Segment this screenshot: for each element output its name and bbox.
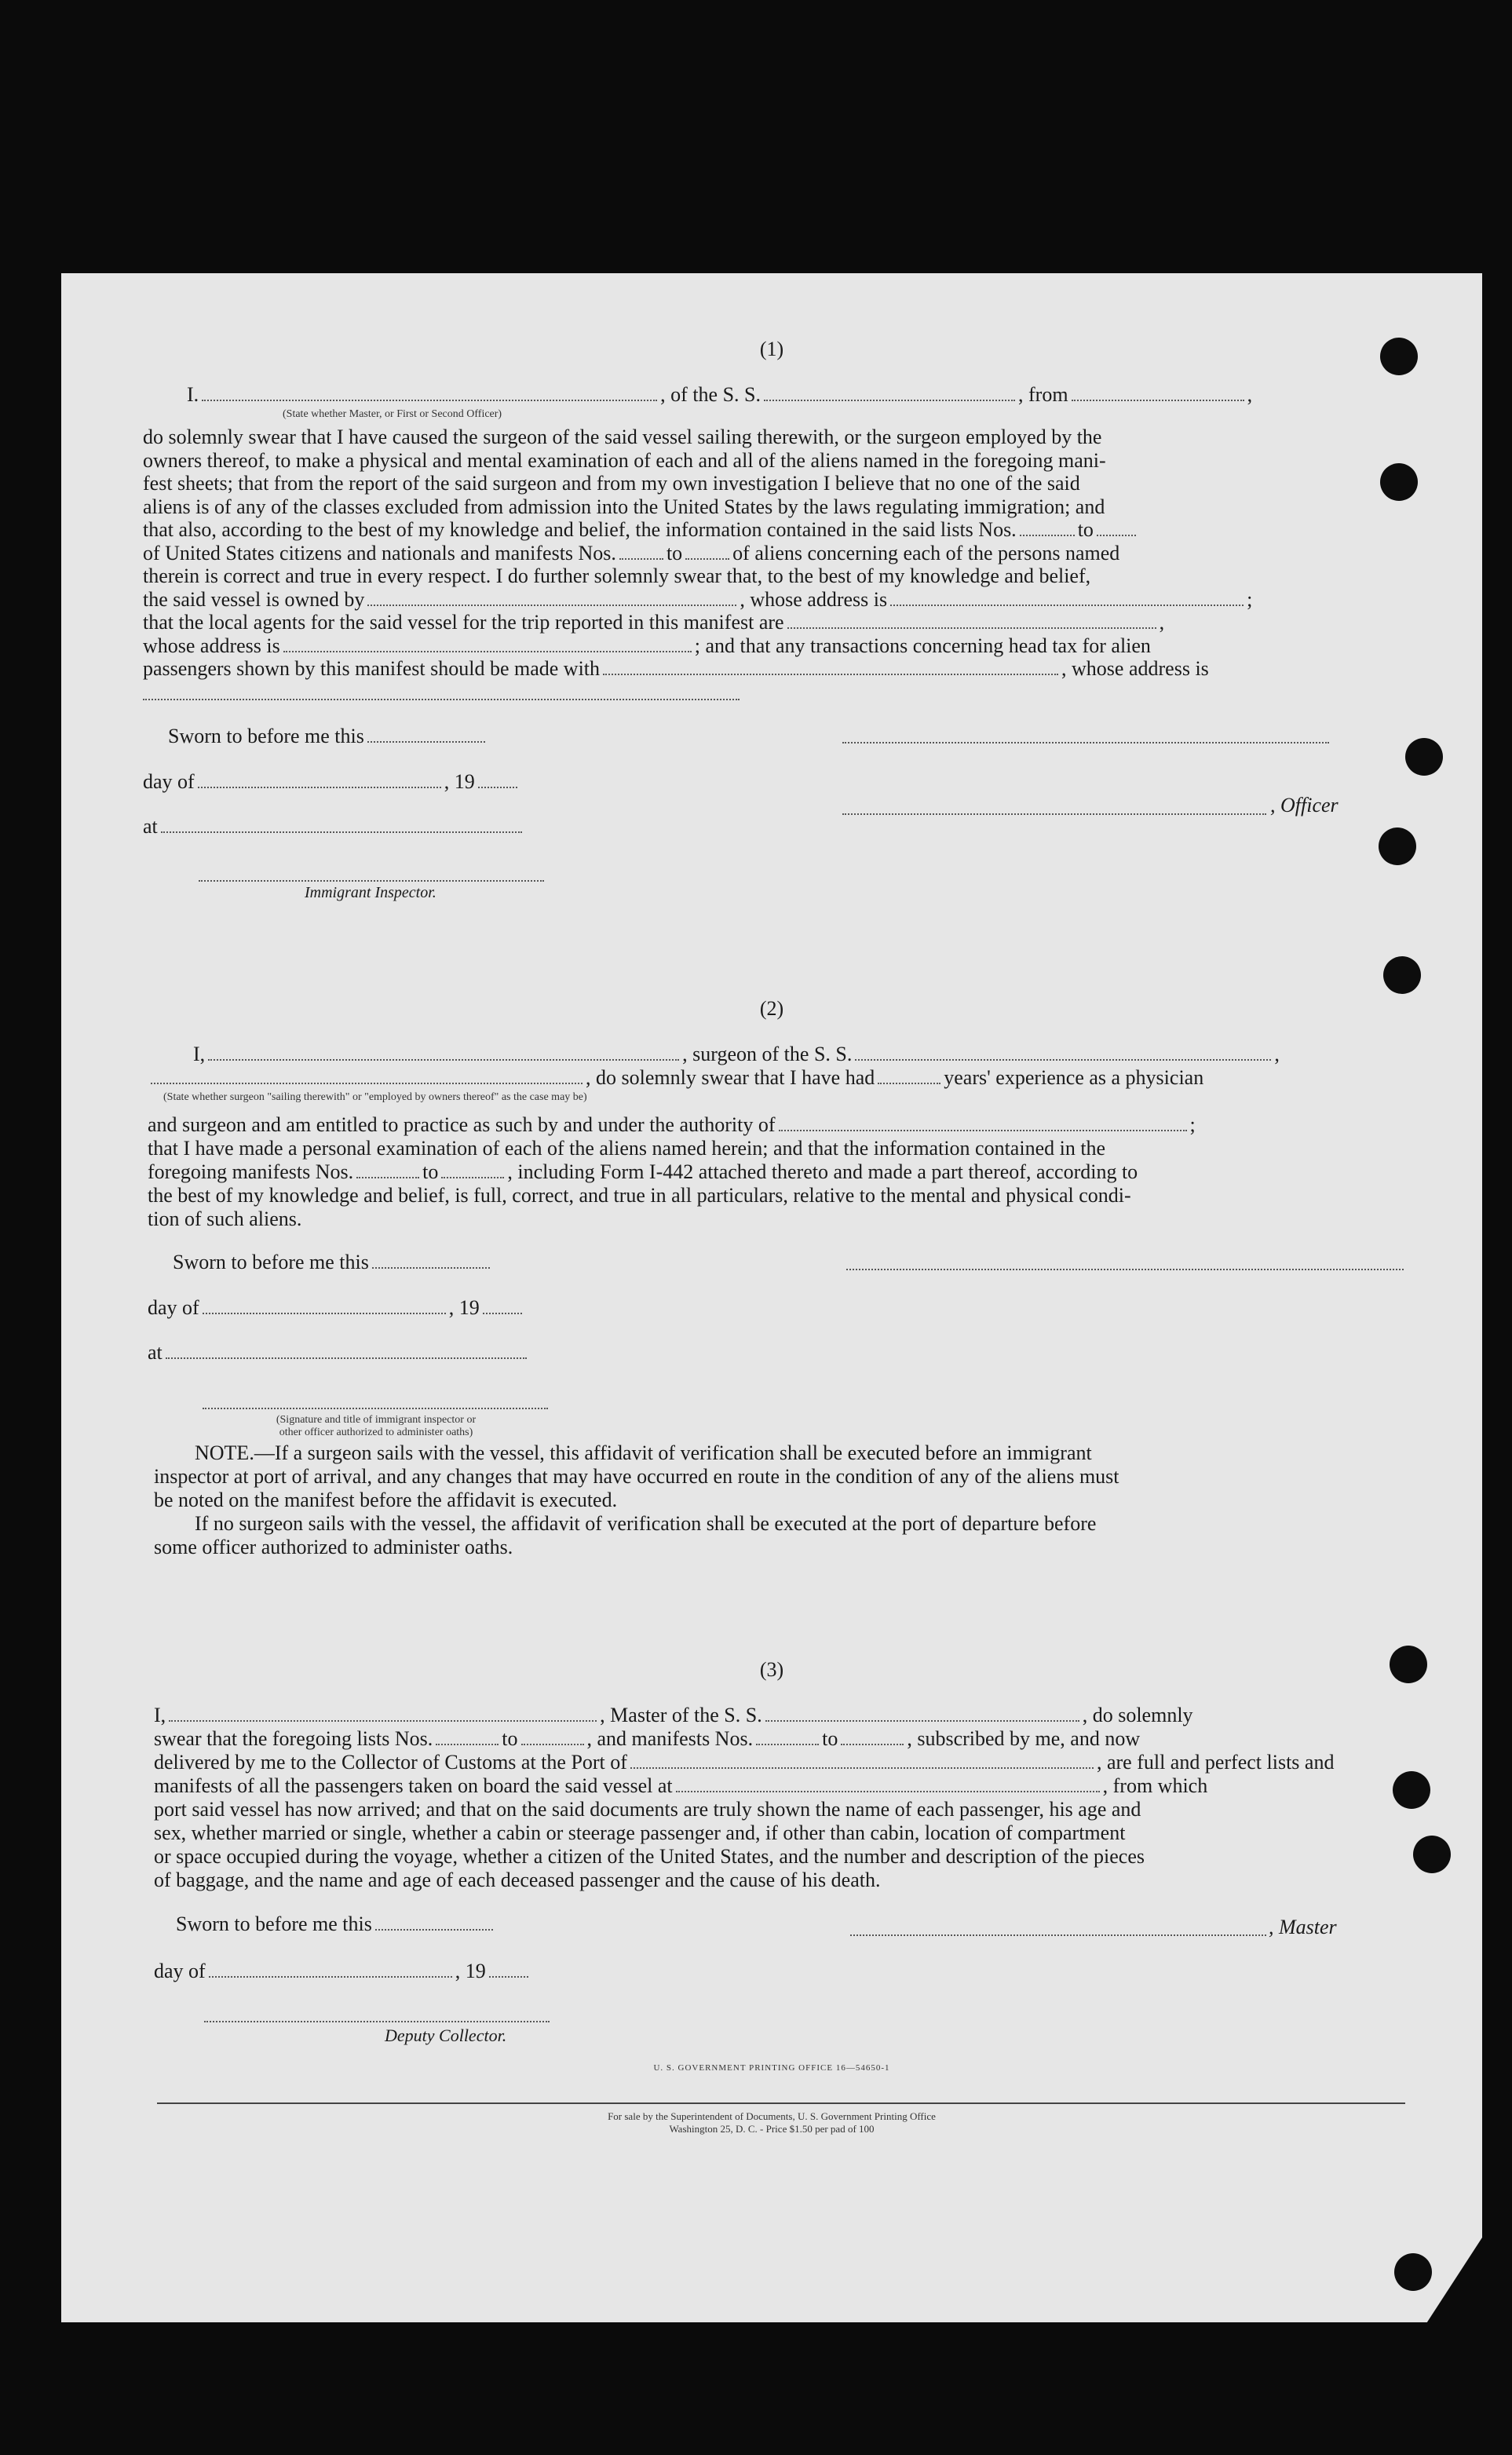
place-field[interactable] [166,1357,527,1359]
sworn-date-field[interactable] [372,1266,490,1269]
note-line-5: some officer authorized to administer oaths. [154,1536,513,1558]
section-3-line-8: of baggage, and the name and age of each deceased passenger and the cause of his death. [154,1869,881,1891]
deputy-collector-signature-line[interactable] [204,2021,550,2022]
sale-notice-1: For sale by the Superintendent of Documents, U. S. Government Printing Office [608,2110,936,2122]
owner-field[interactable] [367,604,736,606]
sworn-line-3: Sworn to before me this [176,1912,496,1936]
sworn-date-field[interactable] [375,1928,493,1931]
section-3-line-4: manifests of all the passengers taken on board the said vessel at , from which [154,1774,1208,1797]
oath-line: that also, according to the best of my knowledge and belief, the information contained in the said lists Nos. to [143,518,1394,542]
head-tax-address-field[interactable] [143,699,740,700]
owner-address-field[interactable] [890,604,1244,606]
surgeon-manifest-to-field[interactable] [441,1176,504,1178]
section-2-line-5: foregoing manifests Nos. to , including Form I-442 attached thereto and made a part thereof, according to [148,1160,1138,1183]
oath-line: whose address is ; and that any transactions concerning head tax for alien [143,634,1151,657]
punch-hole [1394,2253,1432,2291]
immigrant-inspector-label: Immigrant Inspector. [305,884,436,901]
manifests-from-field[interactable] [756,1743,819,1745]
oath-line: fest sheets; that from the report of the said surgeon and from my own investigation I believe that no one of the said [143,472,1080,495]
oath-line: that the local agents for the said vessel for the trip reported in this manifest are , [143,611,1165,634]
note-line-4: If no surgeon sails with the vessel, the affidavit of verification shall be executed at the port of departure before [195,1512,1097,1535]
section-2-line-1: I, , surgeon of the S. S. , [193,1043,1280,1065]
lists-from-field[interactable] [1020,534,1075,536]
oath-line: owners thereof, to make a physical and mental examination of each and all of the aliens named in the foregoing mani- [143,448,1106,472]
pronoun-i: I. [187,383,199,406]
surgeon-manifest-from-field[interactable] [356,1176,419,1178]
punch-hole [1413,1836,1451,1873]
lists-to-field[interactable] [521,1743,584,1745]
section-3-line-1: I, , Master of the S. S. , do solemnly [154,1704,1193,1726]
section-2-line-2: , do solemnly swear that I have had years' experience as a physician [148,1066,1203,1090]
surgeon-status-field[interactable] [151,1082,583,1084]
punch-hole [1393,1771,1430,1809]
surgeon-vessel-field[interactable] [855,1058,1271,1061]
note-line-3: be noted on the manifest before the affidavit is executed. [154,1489,618,1511]
punch-hole [1405,738,1443,776]
from-port-field[interactable] [1072,399,1244,401]
sworn-line-2: Sworn to before me this [173,1251,493,1274]
section-3-line-3: delivered by me to the Collector of Customs at the Port of , are full and perfect lists and [154,1751,1335,1774]
day-of-line-3: day of , 19 [154,1960,531,1983]
day-of-line-2: day of , 19 [148,1296,525,1320]
surgeon-name-field[interactable] [208,1058,679,1061]
vessel-name-field[interactable] [764,399,1015,401]
oath-line: therein is correct and true in every respect. I do further solemnly swear that, to the best of my knowledge and belief, [143,564,1091,587]
punch-hole [1383,956,1421,994]
surgeon-status-note: (State whether surgeon "sailing therewith" or "employed by owners thereof" as the case may be) [163,1091,587,1103]
local-agents-field[interactable] [787,627,1156,629]
place-field[interactable] [161,831,522,833]
officer-signature-line[interactable] [842,813,1266,815]
years-field[interactable] [878,1082,940,1084]
month-field[interactable] [209,1975,452,1978]
punch-hole [1380,338,1418,375]
sale-notice-2: Washington 25, D. C. - Price $1.50 per pad of 100 [669,2123,875,2135]
lists-from-field[interactable] [436,1743,499,1745]
section-3-number: (3) [759,1658,784,1681]
punch-hole [1379,827,1416,865]
section-2-line-4: that I have made a personal examination of each of the aliens named herein; and that the information contained in the [148,1137,1106,1160]
oath-line: passengers shown by this manifest should be made with , whose address is [143,657,1209,680]
footer-rule [157,2102,1405,2104]
at-line-2: at [148,1341,530,1364]
oath-line: the said vessel is owned by , whose address is ; [143,587,1253,611]
year-field[interactable] [478,786,517,788]
inspector-signature-line[interactable] [203,1408,548,1409]
from-label: , from [1018,383,1068,406]
manifests-from-field[interactable] [619,557,663,560]
year-field[interactable] [483,1312,522,1314]
note-line-1: NOTE.—If a surgeon sails with the vessel, this affidavit of verification shall be executed before an immigrant [195,1441,1092,1464]
officer-label: , Officer [1270,794,1339,817]
punch-hole [1380,463,1418,501]
signature-note-2: other officer authorized to administer oaths) [279,1427,473,1438]
note-line-2: inspector at port of arrival, and any changes that may have occurred en route in the condition of any of the aliens must [154,1465,1119,1488]
master-label: , Master [1269,1916,1337,1938]
oath-line: of United States citizens and nationals and manifests Nos. to of aliens concerning each of the persons named [143,541,1120,564]
section-1-line-1: I. , of the S. S. , from , [187,383,1253,406]
year-field[interactable] [489,1975,528,1978]
oath-line: do solemnly swear that I have caused the surgeon of the said vessel sailing therewith, or the surgeon employed by the [143,426,1102,448]
authority-field[interactable] [779,1129,1187,1131]
sworn-date-field[interactable] [367,740,485,743]
oath-line: aliens is of any of the classes excluded from admission into the United States by the laws regulating immigration; and [143,495,1105,518]
sworn-line-1: Sworn to before me this [168,725,488,748]
head-tax-contact-field[interactable] [603,673,1058,675]
folded-corner [1421,2238,1492,2332]
master-name-field[interactable] [169,1719,597,1722]
form-sheet [61,273,1482,2322]
section-3-line-2: swear that the foregoing lists Nos. to , and manifests Nos. to , subscribed by me, and now [154,1727,1141,1750]
month-field[interactable] [198,786,441,788]
master-signature-line[interactable] [850,1934,1266,1936]
of-the-ss-label: , of the S. S. [660,383,761,406]
agents-address-field[interactable] [283,650,692,652]
section-2-number: (2) [759,997,784,1020]
port-field[interactable] [630,1766,1094,1769]
punch-hole [1390,1646,1427,1683]
section-2-line-6: the best of my knowledge and belief, is full, correct, and true in all particulars, relative to the mental and physical condi- [148,1184,1131,1207]
inspector-signature-line[interactable] [199,880,544,882]
deputy-collector-label: Deputy Collector. [385,2026,507,2045]
section-3-line-7: or space occupied during the voyage, whether a citizen of the United States, and the number and description of the pieces [154,1845,1145,1868]
section-3-line-6: sex, whether married or single, whether a cabin or steerage passenger and, if other than cabin, location of compartment [154,1821,1126,1844]
state-officer-note: (State whether Master, or First or Second Officer) [283,408,502,420]
surgeon-signature-line[interactable] [846,1269,1404,1270]
gpo-imprint: U. S. GOVERNMENT PRINTING OFFICE 16—54650-1 [653,2063,890,2073]
section-2-line-3: and surgeon and am entitled to practice as such by and under the authority of ; [148,1113,1196,1136]
day-of-line-1: day of , 19 [143,770,520,794]
signature-note-1: (Signature and title of immigrant inspector or [276,1414,477,1426]
at-line-1: at [143,815,525,838]
lists-to-field[interactable] [1097,534,1136,536]
section-1-oath-text [143,426,1394,681]
officer-title-field[interactable] [202,399,657,401]
master-vessel-field[interactable] [765,1719,1079,1722]
section-2-line-7: tion of such aliens. [148,1207,302,1230]
manifests-to-field[interactable] [841,1743,904,1745]
embarkation-port-field[interactable] [676,1790,1100,1792]
master-signature-line[interactable] [842,742,1329,743]
section-1-number: (1) [759,338,784,360]
manifests-to-field[interactable] [685,557,729,560]
section-3-line-5: port said vessel has now arrived; and that on the said documents are truly shown the name of each passenger, his age and [154,1798,1141,1821]
month-field[interactable] [203,1312,446,1314]
